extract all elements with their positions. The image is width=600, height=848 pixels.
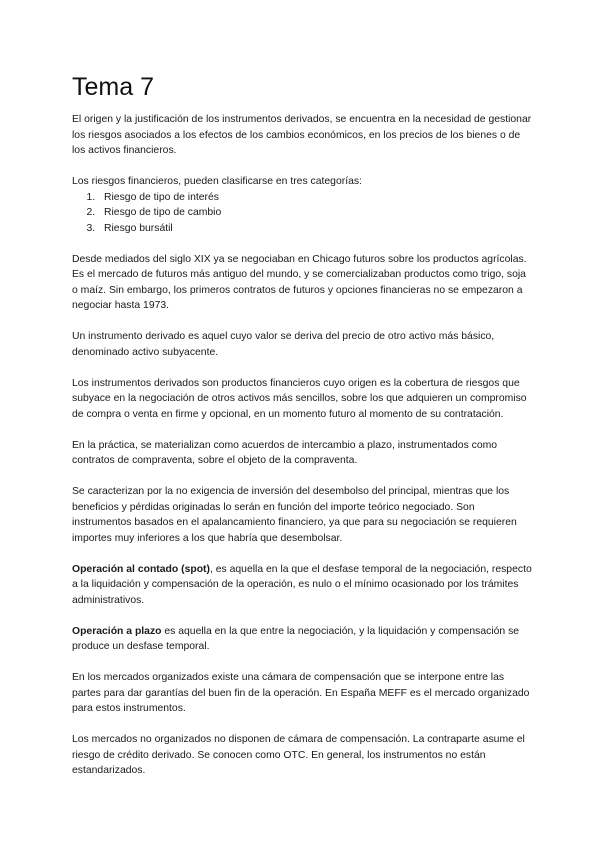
list-item: 1. Riesgo de tipo de interés	[98, 190, 532, 206]
document-page	[72, 72, 532, 794]
paragraph-definition: Un instrumento derivado es aquel cuyo valor se deriva del precio de otro activo más básico, denominado activo subyacente.	[72, 331, 495, 358]
paragraph-risk-intro: Los riesgos financieros, pueden clasificarse en tres categorías:	[72, 176, 362, 187]
paragraph-otc-markets: Los mercados no organizados no disponen de cámara de compensación. La contraparte asume el riesgo de crédito derivado. Se conocen como OTC. En general, los instrumentos no están estandarizados.	[72, 734, 525, 776]
paragraph-characteristics: Se caracterizan por la no exigencia de inversión del desembolso del principal, mientras que los beneficios y pérdidas originadas lo serán en función del importe teórico negociado. Son instrumentos basados en el apalancamiento financiero, ya que para su negociación se requieren importes muy inferiores a los que habría que desembolsar.	[72, 486, 517, 544]
risk-list	[72, 190, 532, 237]
paragraph-spot	[72, 562, 532, 609]
paragraph-history: Desde mediados del siglo XIX ya se negociaban en Chicago futuros sobre los productos agrícolas. Es el mercado de futuros más antiguo del mundo, y se comercializaban productos como trigo, soja o maíz. Sin embargo, los primeros contratos de futuros y opciones financieras no se empezaron a negociar hasta 1973.	[72, 253, 527, 311]
term-forward: Operación a plazo	[72, 625, 162, 637]
paragraph-organized-markets: En los mercados organizados existe una cámara de compensación que se interpone entre las partes para dar garantías del buen fin de la operación. En España MEFF es el mercado organizado para estos instrumentos.	[72, 672, 530, 714]
paragraph-spot-text: , es aquella en la que el desfase temporal de la negociación, respecto a la liquidación y compensación de la operación, es nulo o el mínimo ocasionado por los trámites administrativos.	[72, 563, 532, 606]
list-item: 3. Riesgo bursátil	[98, 221, 532, 237]
paragraph-derivatives: Los instrumentos derivados son productos financieros cuyo origen es la cobertura de riesgos que subyace en la negociación de otros activos más sencillos, sobre los que adquieren un compromiso de compra o venta en firme y opcional, en un momento futuro al momento de su contratación.	[72, 377, 527, 420]
page-title: Tema 7	[72, 73, 154, 101]
paragraph-forward-text: es aquella en la que entre la negociación, y la liquidación y compensación se produce un desfase temporal.	[72, 625, 520, 652]
list-item: 2. Riesgo de tipo de cambio	[98, 205, 532, 221]
paragraph-practice: En la práctica, se materializan como acuerdos de intercambio a plazo, instrumentados como contratos de compraventa, sobre el objeto de la compraventa.	[72, 439, 498, 466]
paragraph-forward	[72, 624, 532, 655]
paragraph-origin: El origen y la justificación de los instrumentos derivados, se encuentra en la necesidad de gestionar los riesgos asociados a los efectos de los cambios económicos, en los precios de los bienes o de los activos financieros.	[72, 114, 532, 156]
term-spot: Operación al contado (spot)	[72, 563, 210, 575]
